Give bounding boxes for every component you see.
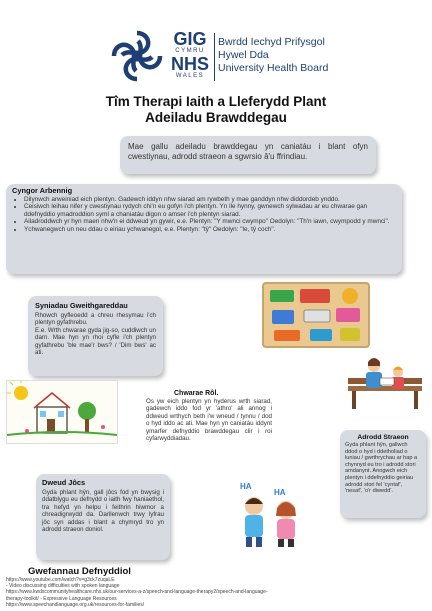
advice-item: • Ychwanegwch un neu ddau o eiriau ychwanegol, e.e. Plentyn: "tŷ" Oedolyn: "le, tŷ coch". [24,226,396,233]
advice-item: • Dilynwch arweiniad eich plentyn. Gadewch iddyn nhw siarad am rywbeth y mae ganddyn nhw diddordeb ynddo. [24,196,396,203]
roleplay-text: Os yw eich plentyn yn hyderus wrth siarad, gadewch iddo fod yr 'athro' ali annog i ddweud wrthych beth i'w wneud / tynnu / dod o hyd iddo ac ati. Mae hyn yn caniatáu iddynt ymarfer defnyddio brawddegau clir i roi cyfarwyddiadau. [146,398,272,443]
advice-heading: Cyngor Arbennig [12,186,73,195]
page-title [0,94,432,126]
story-box [340,430,426,518]
gig-text: GIG [173,29,207,49]
org-line-2: Hywel Dda [218,49,269,61]
cymru-text: CYMRU [175,48,205,54]
nhs-text: NHS [170,54,209,74]
story-heading: Adrodd Straeon [357,434,409,441]
resource-line: - Video discussing difficulties with spoken language [6,583,120,590]
jokes-heading: Dweud Jôcs [42,478,86,487]
activities-heading: Syniadau Gweithgareddau [35,301,128,310]
roleplay-heading: Chwarae Rôl. [174,390,219,397]
parent-child-bench-image [344,352,426,414]
vehicle-puzzle-icon [264,284,368,346]
intro-text: Mae gallu adeiladu brawddegau yn caniatáu i blant ofyn cwestiynau, adrodd straeon a sgwrsio â'u ffrindiau. [128,142,368,161]
advice-item: • Ailadroddwch yr hyn maen nhw'n ei ddweud yn gywir, e.e. Plentyn: "Y mwnci cwympo" Oedolyn: "Th'n iawn, cwympodd y mwnci". [24,218,396,225]
wales-text: WALES [175,73,205,79]
advice-list [12,196,396,233]
house-drawing-icon [7,381,117,443]
laughing-children-image [230,482,314,548]
story-text: Gyda phlant hŷn, gallwch ddod o hyd i ddetholiad o luniau / gwrthrychau ar hap a chynnyd eu tro i adrodd stori amdanynt. Anogwch eich plentyn i ddefnyddio geiriau adrodd stori fel 'cyntaf', 'nesaf', 'o'r diwedd'. [345,442,418,495]
logo [108,27,166,85]
intro-box [120,136,376,174]
org-name [218,36,358,75]
advice-box [6,184,402,274]
advice-item: • Ceisiwch leihau nifer y cwestiynau rydych chi'n eu gofyn i'ch plentyn. Yn lle hynny, gwnewch sylwadau ar eu chwarae gan ddefnyddio ymadroddion syml a chaniatáu digon o amser i'ch plentyn siarad. [24,203,396,218]
activities-text-1: Rhowch gyfleoedd a chreu rhesymau i'ch plentyn gyfathrebu. [35,312,156,327]
child-drawing-image [6,380,118,444]
reading-on-bench-icon [344,352,426,414]
laugh-mark: HA [240,482,252,491]
title-line-2: Adeiladu Brawddegau [145,110,287,125]
activities-text-2: E.e. Wrth chwarae gyda jig-so, cuddiwch un darn. Mae hyn yn rhoi cyfle i'ch plentyn gyfathrebu 'ble mae'r bws? / 'Dim bws' ac ati. [35,326,156,357]
dragon-knot-icon [108,27,166,85]
org-line-3: University Health Board [218,62,329,74]
org-line-1: Bwrdd Iechyd Prifysgol [218,36,325,48]
laughing-kids-icon [230,482,314,548]
title-line-1: Tîm Therapi Iaith a Lleferydd Plant [105,94,327,109]
resource-line: therapy-toolkit/ - Expressive Language Resources [6,595,117,602]
laugh-mark: HA [274,488,286,497]
vehicle-puzzle-image [262,282,370,348]
resource-line[interactable]: https://www.speechandlanguage.org.uk/resources-for-families/ [6,601,145,608]
jokes-box [36,474,170,560]
resources-heading: Gwefannau Defnyddiol [28,566,131,577]
header-divider [214,33,215,81]
activities-box [28,296,163,376]
jokes-text: Gyda phlant hŷn, gall jôcs fod yn bwysig i ddatblygu eu defnydd o iaith fwy haniaethol, tra hefyd yn helpu i feithrin hiwmor a chreadigrwydd da. Darllenwch trwy lyfrau jôc syn addas i blant a chymryd tro yn adrodd straeon doniol. [42,489,164,534]
roleplay-section [146,390,272,442]
resource-line[interactable]: https://www.kwdscommunityhealthcare.nhs.uk/our-services-a-z/speech-and-language-therapy2/speech-and-language- [6,589,268,596]
nhs-wales-logo [168,30,212,80]
resources-section [6,566,426,608]
resource-line[interactable]: https://www.youtube.com/watch?v=g3ck7zuqaLE [6,577,115,583]
